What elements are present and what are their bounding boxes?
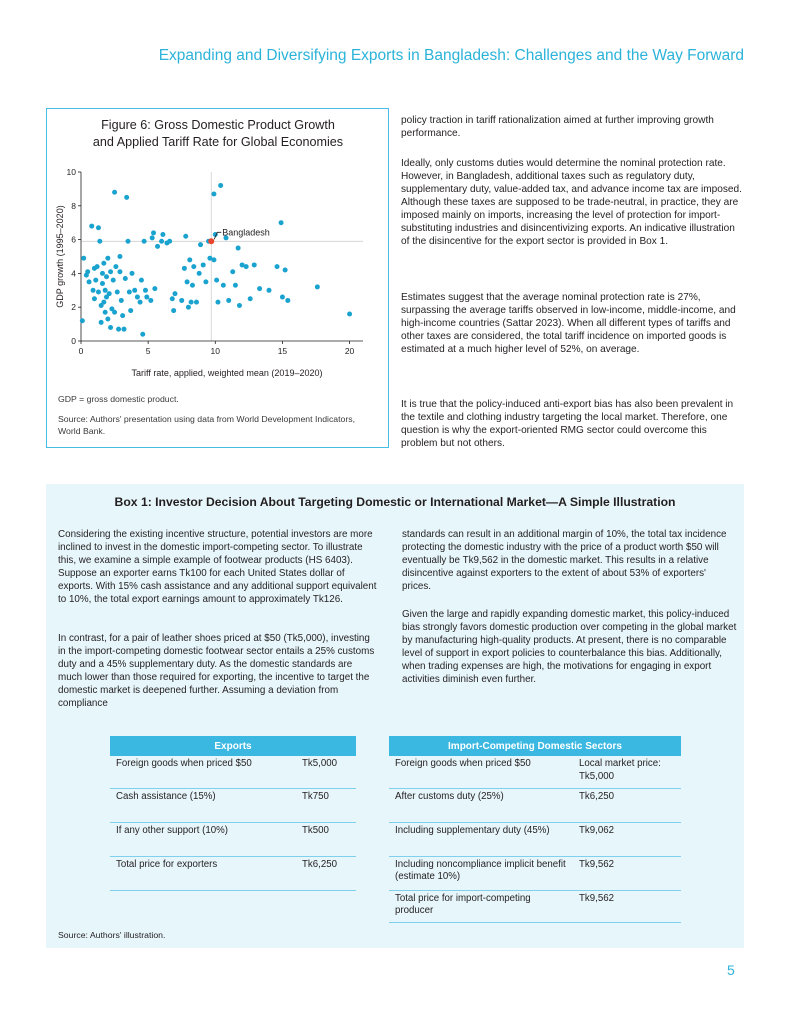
exports-row-value: Tk750 <box>296 788 356 822</box>
data-point <box>347 311 352 316</box>
exports-table-header: Exports <box>110 736 356 756</box>
figure-title <box>58 117 378 151</box>
data-point <box>112 190 117 195</box>
data-point <box>152 286 157 291</box>
data-point <box>186 305 191 310</box>
data-point <box>105 317 110 322</box>
data-point <box>132 288 137 293</box>
data-point <box>315 284 320 289</box>
data-point <box>160 232 165 237</box>
exports-row-value: Tk500 <box>296 822 356 856</box>
import-row-value: Tk6,250 <box>573 788 681 822</box>
data-point <box>248 296 253 301</box>
data-point <box>96 289 101 294</box>
data-point <box>236 246 241 251</box>
table-row <box>389 822 681 856</box>
data-point <box>215 300 220 305</box>
x-tick-label: 15 <box>277 346 288 356</box>
data-point <box>173 291 178 296</box>
data-point <box>127 289 132 294</box>
data-point <box>123 276 128 281</box>
exports-row-value: Tk5,000 <box>296 756 356 788</box>
table-row <box>389 856 681 890</box>
data-point <box>115 289 120 294</box>
import-row-label: Including supplementary duty (45%) <box>389 822 573 856</box>
y-tick-label: 8 <box>71 200 76 211</box>
y-tick-label: 2 <box>71 302 76 313</box>
data-point <box>191 264 196 269</box>
data-point <box>107 291 112 296</box>
data-point <box>117 269 122 274</box>
data-point <box>203 279 208 284</box>
data-point <box>252 262 257 267</box>
import-row-value: Local market price: Tk5,000 <box>573 756 681 788</box>
paragraph-1: policy traction in tariff rationalization aimed at further improving growth performance. <box>401 115 714 139</box>
data-point <box>182 266 187 271</box>
data-point <box>105 256 110 261</box>
data-point <box>170 296 175 301</box>
data-point <box>201 262 206 267</box>
exports-row-label: Foreign goods when priced $50 <box>110 756 296 788</box>
figure-title-line2: and Applied Tariff Rate for Global Economies <box>92 135 344 149</box>
data-point <box>108 269 113 274</box>
data-point <box>85 269 90 274</box>
data-point <box>279 220 284 225</box>
x-tick-label: 10 <box>210 346 221 356</box>
exports-row-value: Tk6,250 <box>296 856 356 890</box>
data-point <box>214 278 219 283</box>
exports-table <box>110 736 356 891</box>
data-point <box>142 239 147 244</box>
import-row-label: Including noncompliance implicit benefit (estimate 10%) <box>389 856 573 890</box>
data-point <box>171 308 176 313</box>
data-point <box>267 288 272 293</box>
data-point <box>144 295 149 300</box>
data-point <box>218 183 223 188</box>
data-point <box>187 257 192 262</box>
data-point <box>81 256 86 261</box>
import-row-value: Tk9,562 <box>573 856 681 890</box>
data-point <box>113 264 118 269</box>
import-row-value: Tk9,062 <box>573 822 681 856</box>
data-point <box>100 281 105 286</box>
table-row <box>110 856 356 890</box>
data-point <box>197 271 202 276</box>
data-point <box>96 225 101 230</box>
data-point <box>151 230 156 235</box>
figure-source: Source: Authors' presentation using data from World Development Indicators, World Bank. <box>58 414 356 436</box>
data-point <box>211 191 216 196</box>
data-point <box>119 298 124 303</box>
y-axis-label: GDP growth (1995–2020) <box>55 205 65 308</box>
data-point <box>221 283 226 288</box>
figure-note: GDP = gross domestic product. <box>58 394 179 404</box>
data-point <box>99 320 104 325</box>
import-table-header: Import-Competing Domestic Sectors <box>389 736 681 756</box>
data-point <box>190 283 195 288</box>
x-tick-label: 5 <box>145 346 151 356</box>
data-point <box>198 242 203 247</box>
import-row-value: Tk9,562 <box>573 890 681 922</box>
y-tick-label: 6 <box>71 234 76 245</box>
box-left-paragraph-2: In contrast, for a pair of leather shoes priced at $50 (Tk5,000), investing in the import-competing domestic footwear sector entails a 25% customs duty and a 45% supplementary duty. As the domestic standards are much lower than those required for exporting, the incentive to target the domestic market is deepened further. Assuming a deviation from compliance <box>58 633 375 709</box>
table-row <box>110 788 356 822</box>
data-point <box>117 254 122 259</box>
x-axis-label: Tariff rate, applied, weighted mean (2019–2020) <box>131 368 323 378</box>
data-point <box>128 308 133 313</box>
figure-title-line1: Figure 6: Gross Domestic Product Growth <box>101 118 335 132</box>
table-row <box>110 756 356 788</box>
y-tick-label: 4 <box>71 268 76 279</box>
data-point <box>189 300 194 305</box>
data-point <box>244 264 249 269</box>
data-point <box>226 298 231 303</box>
data-point <box>130 271 135 276</box>
data-point <box>108 325 113 330</box>
data-point <box>233 283 238 288</box>
data-point <box>87 279 92 284</box>
data-point <box>179 298 184 303</box>
data-point <box>257 286 262 291</box>
page-number: 5 <box>727 962 735 978</box>
data-point <box>140 332 145 337</box>
data-point <box>185 279 190 284</box>
data-point <box>121 327 126 332</box>
data-point <box>89 224 94 229</box>
data-point <box>101 261 106 266</box>
data-point <box>275 264 280 269</box>
exports-row-label: If any other support (10%) <box>110 822 296 856</box>
data-point <box>155 244 160 249</box>
box-left-paragraph-1: Considering the existing incentive structure, potential investors are more inclined to invest in the domestic import-competing sector. To illustrate this, we examine a simple example of footwear products (HS 6403). Suppose an exporter earns Tk100 for each United States dollar of exports. With 15% cash assistance and any additional support equivalent to 10%, the total export earnings amount to approximately Tk126. <box>58 529 377 605</box>
data-point <box>126 239 131 244</box>
y-tick-label: 10 <box>66 167 76 177</box>
box-right-paragraph-1: standards can result in an additional margin of 10%, the total tax incidence protecting the domestic industry with the price of a product worth $50 will eventually be Tk9,562 in the domestic market. This results in a relative disincentive against exporters to the extent of about 53% of exporters' prices. <box>402 529 727 592</box>
import-competing-table <box>389 736 681 923</box>
data-point <box>97 239 102 244</box>
exports-row-label: Total price for exporters <box>110 856 296 890</box>
data-point <box>135 295 140 300</box>
data-point <box>283 268 288 273</box>
data-point <box>150 235 155 240</box>
box-source: Source: Authors' illustration. <box>58 930 166 940</box>
data-point <box>167 239 172 244</box>
data-point <box>285 298 290 303</box>
table-row <box>389 788 681 822</box>
data-point <box>139 278 144 283</box>
data-point <box>101 300 106 305</box>
data-point <box>93 278 98 283</box>
data-point <box>138 300 143 305</box>
data-point <box>230 269 235 274</box>
data-point <box>116 327 121 332</box>
data-point <box>148 298 153 303</box>
x-tick-label: 20 <box>344 346 355 356</box>
data-point <box>159 239 164 244</box>
bangladesh-point <box>208 238 214 244</box>
data-point <box>104 274 109 279</box>
data-point <box>211 257 216 262</box>
data-point <box>280 295 285 300</box>
data-point <box>80 318 85 323</box>
data-point <box>124 195 129 200</box>
x-tick-label: 0 <box>78 346 84 356</box>
data-point <box>92 296 97 301</box>
data-point <box>237 303 242 308</box>
data-point <box>194 300 199 305</box>
y-tick-label: 0 <box>71 336 76 346</box>
table-row <box>110 822 356 856</box>
scatter-chart <box>47 160 367 385</box>
import-row-label: Foreign goods when priced $50 <box>389 756 573 788</box>
data-point <box>112 310 117 315</box>
paragraph-3: Estimates suggest that the average nominal protection rate is 27%, surpassing the average tariffs observed in low-income, middle-income, and high-income countries (Sattar 2023). When all different types of tariffs and other taxes are considered, the total tariff incidence on imported goods is estimated at a much higher level of 52%, on average. <box>401 292 736 355</box>
table-row <box>389 756 681 788</box>
box-title: Box 1: Investor Decision About Targeting Domestic or International Market—A Simple Illustration <box>114 495 676 509</box>
data-point <box>100 271 105 276</box>
data-point <box>111 278 116 283</box>
data-point <box>103 288 108 293</box>
paragraph-2: Ideally, only customs duties would determine the nominal protection rate. However, in Bangladesh, additional taxes such as regulatory duty, supplementary duty, value-added tax, and advance income tax are imposed. Although these taxes are supposed to be trade-neutral, in practice, they are imposed mainly on imports, increasing the level of protection for import-substituting industries and disincentivizing exports. An indicative illustration of the disincentive for the export sector is provided in Box 1. <box>401 158 742 247</box>
data-point <box>91 288 96 293</box>
data-point <box>95 264 100 269</box>
box-right-paragraph-2: Given the large and rapidly expanding domestic market, this policy-induced bias strongly favors domestic production over competing in the global market by manufacturing high-quality products. At present, there is no comparable level of support in export policies to counterbalance this bias. Additionally, when trading expenses are high, the motivations for engaging in export activities diminish even further. <box>402 609 737 685</box>
import-row-label: Total price for import-competing producer <box>389 890 573 922</box>
data-point <box>143 288 148 293</box>
import-row-label: After customs duty (25%) <box>389 788 573 822</box>
bangladesh-label: Bangladesh <box>222 227 270 238</box>
data-point <box>120 313 125 318</box>
data-point <box>103 310 108 315</box>
paragraph-4: It is true that the policy-induced anti-export bias has also been prevalent in the textile and clothing industry targeting the local market. Therefore, one question is why the export-oriented RMG sector could overcome this problem but not others. <box>401 399 734 449</box>
running-header: Expanding and Diversifying Exports in Bangladesh: Challenges and the Way Forward <box>158 47 744 64</box>
data-point <box>183 234 188 239</box>
table-row <box>389 890 681 922</box>
exports-row-label: Cash assistance (15%) <box>110 788 296 822</box>
